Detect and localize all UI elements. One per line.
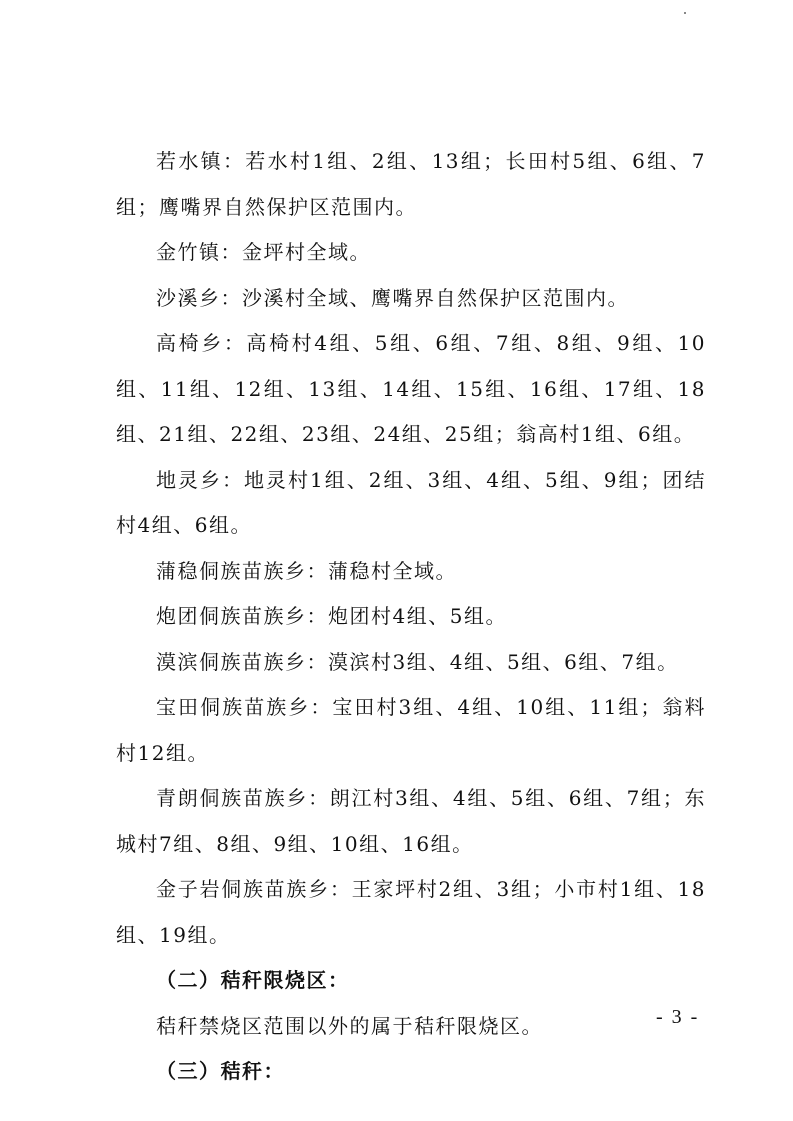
paragraph-puwen: 蒲稳侗族苗族乡：蒲稳村全域。	[156, 558, 457, 583]
paragraph-shaxi: 沙溪乡：沙溪村全域、鹰嘴界自然保护区范围内。	[156, 285, 629, 310]
page-number: - 3 -	[656, 1006, 700, 1028]
section-heading-restricted-zone: （二）秸秆限烧区：	[156, 968, 350, 992]
paragraph-qinglang: 青朗侗族苗族乡：朗江村3组、4组、5组、6组、7组；东城村7组、8组、9组、10组、16组。	[116, 786, 706, 856]
paragraph-jinziyan: 金子岩侗族苗族乡：王家坪村2组、3组；小市村1组、18组、19组。	[116, 877, 706, 947]
scan-speck	[684, 12, 686, 14]
document-body	[116, 139, 706, 1095]
section-heading-straw: （三）秸秆：	[156, 1059, 285, 1083]
paragraph-paotuan: 炮团侗族苗族乡：炮团村4组、5组。	[156, 604, 507, 628]
paragraph-restricted-zone: 秸秆禁烧区范围以外的属于秸秆限烧区。	[156, 1013, 543, 1038]
paragraph-jinzhu: 金竹镇：金坪村全域。	[156, 240, 371, 264]
paragraph-diling: 地灵乡：地灵村1组、2组、3组、4组、5组、9组；团结村4组、6组。	[116, 467, 706, 537]
paragraph-ruoshui: 若水镇：若水村1组、2组、13组；长田村5组、6组、7组；鹰嘴界自然保护区范围内。	[116, 149, 706, 219]
paragraph-mobin: 漠滨侗族苗族乡：漠滨村3组、4组、5组、6组、7组。	[156, 649, 679, 674]
paragraph-baotian: 宝田侗族苗族乡：宝田村3组、4组、10组、11组；翁料村12组。	[116, 695, 706, 765]
paragraph-gaoyi: 高椅乡：高椅村4组、5组、6组、7组、8组、9组、10组、11组、12组、13组、14组、15组、16组、17组、18组、21组、22组、23组、24组、25组；翁高村1组、6组。	[116, 331, 706, 446]
